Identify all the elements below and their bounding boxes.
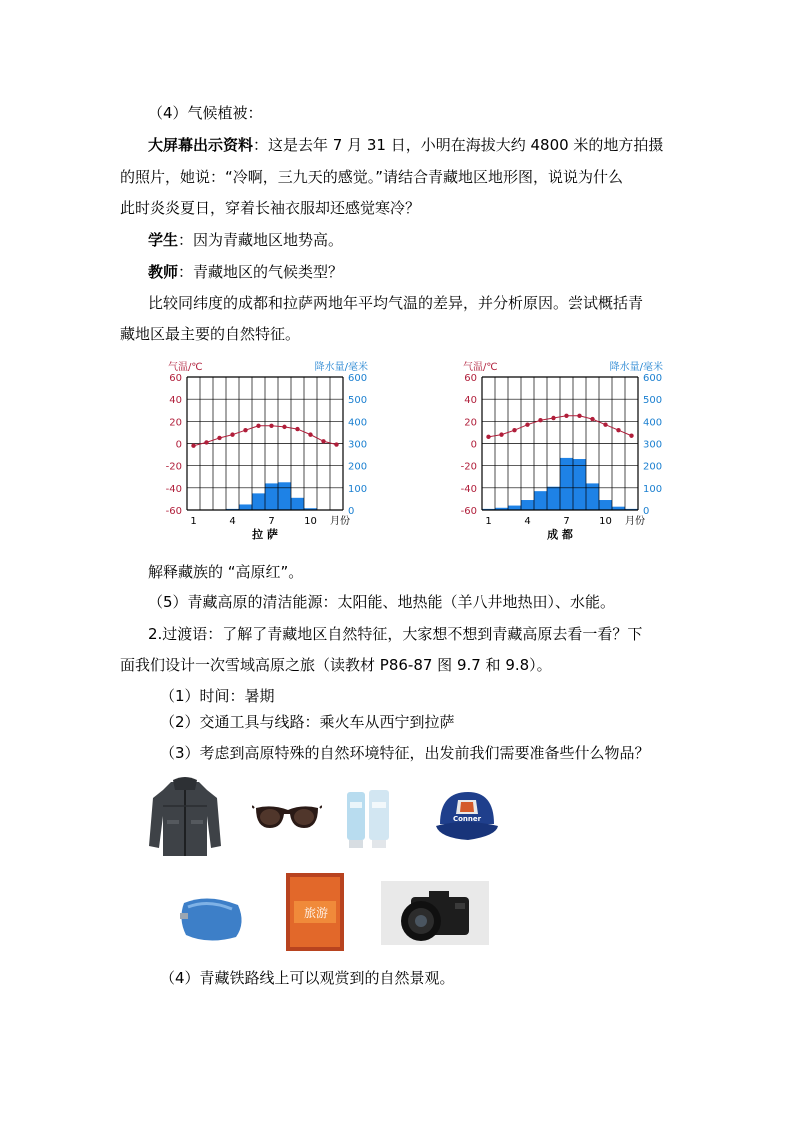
temperature-point: [551, 416, 555, 420]
temperature-point: [499, 432, 503, 436]
temperature-point: [564, 414, 568, 418]
paragraph-line: （1）时间：暑期: [160, 687, 275, 705]
travel-guide-book-image: [286, 873, 344, 951]
temperature-tick-label: -40: [460, 483, 477, 495]
temperature-axis-title: 气温/℃: [168, 362, 203, 373]
precipitation-tick-label: 600: [643, 373, 663, 384]
temperature-point: [629, 434, 633, 438]
chart-city-title: 拉 萨: [252, 528, 278, 541]
label-big-screen: 大屏幕出示资料: [148, 136, 254, 154]
temperature-tick-label: 20: [169, 417, 182, 429]
text-span: ：因为青藏地区地势高。: [178, 231, 344, 249]
precipitation-tick-label: 400: [348, 417, 368, 429]
temperature-point: [269, 424, 273, 428]
temperature-point: [616, 428, 620, 432]
oxygen-bag-image: [178, 893, 246, 945]
temperature-point: [243, 428, 247, 432]
temperature-point: [256, 424, 260, 428]
paragraph-line: 此时炎炎夏日，穿着长袖衣服却还感觉寒冷？: [120, 199, 421, 217]
temperature-point: [204, 440, 208, 444]
paragraph-line: 面我们设计一次雪域高原之旅（读教材 P86-87 图 9.7 和 9.8）。: [120, 656, 552, 674]
cap-logo-text: Conner: [452, 815, 482, 823]
paragraph-line: 的照片，她说：“冷啊，三九天的感觉。”请结合青藏地区地形图，说说为什么: [120, 168, 624, 186]
precip-bar: [586, 483, 599, 510]
month-tick-label: 7: [563, 516, 570, 527]
temperature-point: [538, 418, 542, 422]
precip-bar: [599, 500, 612, 510]
paragraph-line: （4）青藏铁路线上可以观赏到的自然景观。: [160, 969, 455, 987]
paragraph-line: 解释藏族的 “高原红”。: [148, 563, 304, 581]
precipitation-tick-label: 200: [643, 461, 663, 473]
temperature-tick-label: -20: [460, 461, 477, 473]
text-span: ：青藏地区的气候类型？: [178, 263, 344, 281]
temperature-axis-title: 气温/℃: [463, 362, 498, 373]
jacket-image: [147, 776, 223, 858]
month-tick-label: 4: [524, 516, 531, 527]
paragraph-line: （3）考虑到高原特殊的自然环境特征，出发前我们需要准备些什么物品？: [160, 744, 650, 762]
precipitation-tick-label: 300: [643, 439, 663, 451]
precipitation-tick-label: 100: [348, 483, 368, 495]
precip-bar: [547, 487, 560, 510]
paragraph-line: （2）交通工具与线路：乘火车从西宁到拉萨: [160, 713, 455, 731]
temperature-tick-label: 0: [470, 439, 477, 451]
camera-image: [381, 881, 489, 945]
precip-bar: [521, 500, 534, 510]
precipitation-tick-label: 400: [643, 417, 663, 429]
precipitation-tick-label: 0: [643, 506, 650, 517]
precipitation-tick-label: 200: [348, 461, 368, 473]
precip-bar: [278, 482, 291, 510]
climate-chart-chengdu: [455, 356, 665, 541]
paragraph-line: [148, 262, 343, 282]
temperature-tick-label: -40: [165, 483, 182, 495]
paragraph-line: 藏地区最主要的自然特征。: [120, 325, 301, 343]
temperature-point: [486, 435, 490, 439]
temperature-tick-label: 40: [464, 395, 477, 407]
precip-bar: [573, 459, 586, 510]
label-teacher: 教师: [148, 263, 179, 281]
temperature-tick-label: -60: [165, 506, 182, 517]
temperature-tick-label: 20: [464, 417, 477, 429]
text-span: ：这是去年 7 月 31 日，小明在海拔大约 4800 米的地方拍摄: [253, 136, 664, 154]
paragraph-line: [148, 135, 663, 155]
precipitation-tick-label: 500: [643, 395, 663, 407]
temperature-point: [603, 422, 607, 426]
heading-climate: （4）气候植被：: [148, 104, 263, 122]
month-tick-label: 4: [229, 516, 236, 527]
precipitation-tick-label: 300: [348, 439, 368, 451]
month-tick-label: 7: [268, 516, 275, 527]
precipitation-tick-label: 600: [348, 373, 368, 384]
precipitation-tick-label: 500: [348, 395, 368, 407]
temperature-tick-label: -20: [165, 461, 182, 473]
precip-bar: [239, 504, 252, 510]
month-tick-label: 1: [190, 516, 197, 527]
temperature-point: [282, 425, 286, 429]
temperature-point: [217, 436, 221, 440]
temperature-point: [308, 432, 312, 436]
month-unit-label: 月份: [330, 516, 350, 527]
paragraph-line: [148, 230, 343, 250]
chart-city-title: 成 都: [547, 528, 573, 541]
month-unit-label: 月份: [625, 516, 645, 527]
temperature-point: [191, 444, 195, 448]
temperature-tick-label: 60: [464, 373, 477, 384]
month-tick-label: 10: [599, 516, 612, 527]
climate-chart-lhasa: [160, 356, 370, 541]
paragraph-line: （5）青藏高原的清洁能源：太阳能、地热能（羊八井地热田）、水能。: [148, 593, 616, 611]
baseball-cap-image: [434, 788, 500, 846]
temperature-tick-label: 40: [169, 395, 182, 407]
precipitation-axis-title: 降水量/毫米: [609, 362, 663, 373]
paragraph-line: 2.过渡语：了解了青藏地区自然特征，大家想不想到青藏高原去看一看？下: [148, 625, 643, 643]
temperature-tick-label: 0: [175, 439, 182, 451]
temperature-point: [577, 414, 581, 418]
precip-bar: [265, 483, 278, 510]
temperature-point: [295, 427, 299, 431]
precipitation-tick-label: 100: [643, 483, 663, 495]
month-tick-label: 10: [304, 516, 317, 527]
temperature-point: [512, 428, 516, 432]
label-student: 学生: [148, 231, 179, 249]
temperature-point: [334, 442, 338, 446]
precip-bar: [252, 493, 265, 510]
precipitation-axis-title: 降水量/毫米: [314, 362, 368, 373]
temperature-tick-label: -60: [460, 506, 477, 517]
precip-bar: [291, 498, 304, 510]
temperature-point: [525, 422, 529, 426]
book-title-text: 旅游: [303, 906, 329, 920]
precip-bar: [534, 491, 547, 510]
temperature-tick-label: 60: [169, 373, 182, 384]
temperature-point: [321, 439, 325, 443]
month-tick-label: 1: [485, 516, 492, 527]
temperature-point: [590, 417, 594, 421]
temperature-point: [230, 432, 234, 436]
precipitation-tick-label: 0: [348, 506, 355, 517]
precip-bar: [508, 506, 521, 510]
sunglasses-image: [252, 800, 322, 834]
sunscreen-bottles-image: [345, 788, 391, 850]
paragraph-line: 比较同纬度的成都和拉萨两地年平均气温的差异，并分析原因。尝试概括青: [148, 294, 644, 312]
